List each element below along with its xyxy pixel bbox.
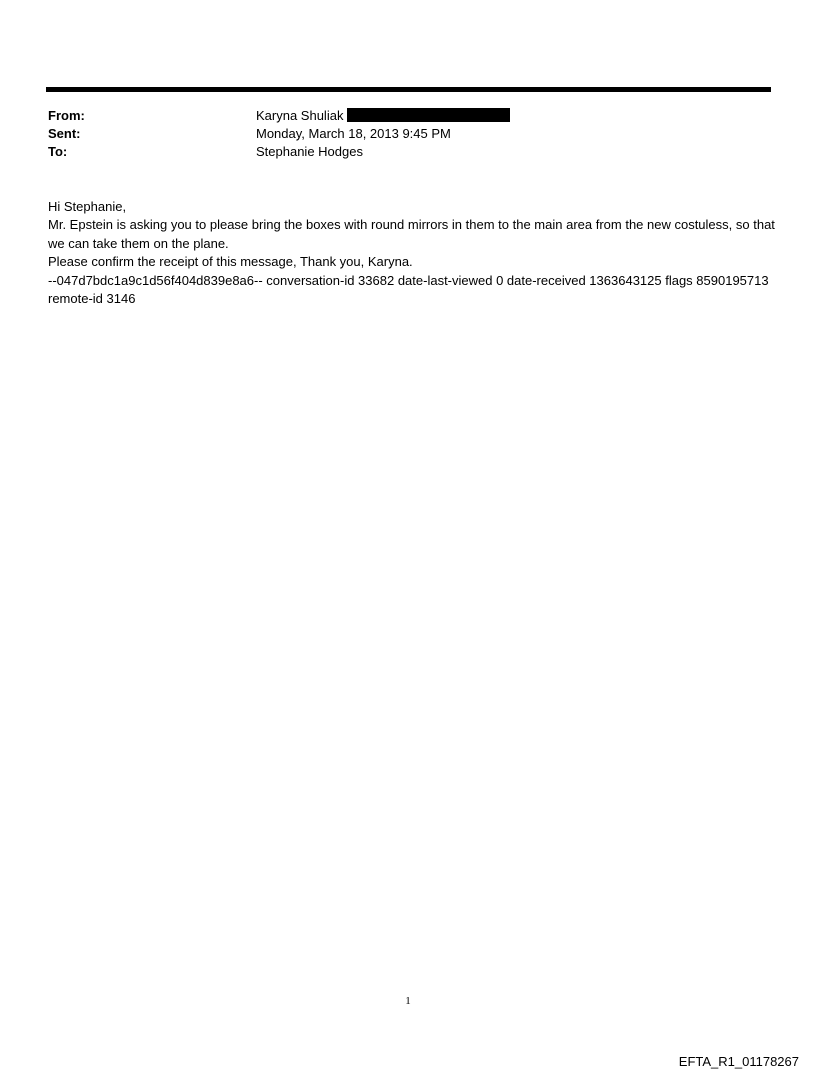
to-row bbox=[48, 143, 768, 161]
to-value: Stephanie Hodges bbox=[256, 144, 363, 159]
confirm-line: Please confirm the receipt of this message, Thank you, Karyna. bbox=[48, 254, 413, 270]
sent-value: Monday, March 18, 2013 9:45 PM bbox=[256, 126, 451, 141]
sent-label: Sent: bbox=[48, 126, 81, 141]
redaction-block bbox=[347, 108, 510, 122]
header-divider bbox=[46, 87, 771, 92]
to-label: To: bbox=[48, 144, 68, 159]
metadata-line: --047d7bdc1a9c1d56f404d839e8a6-- conversation-id 33682 date-last-viewed 0 date-received 1363643125 flags 8590195713 remote-id 3146 bbox=[48, 272, 769, 307]
page-number: 1 bbox=[405, 995, 411, 1007]
bates-number: EFTA_R1_01178267 bbox=[678, 1054, 799, 1069]
sent-row bbox=[48, 125, 768, 143]
message-line: Mr. Epstein is asking you to please bring the boxes with round mirrors in them to the main area from the new costuless, so that we can take them on the plane. bbox=[48, 217, 775, 251]
from-label: From: bbox=[48, 108, 85, 123]
from-row bbox=[48, 107, 768, 125]
from-value bbox=[256, 107, 510, 125]
sender-name: Karyna Shuliak bbox=[256, 108, 344, 123]
greeting-line: Hi Stephanie, bbox=[48, 199, 127, 214]
email-body bbox=[48, 198, 778, 308]
